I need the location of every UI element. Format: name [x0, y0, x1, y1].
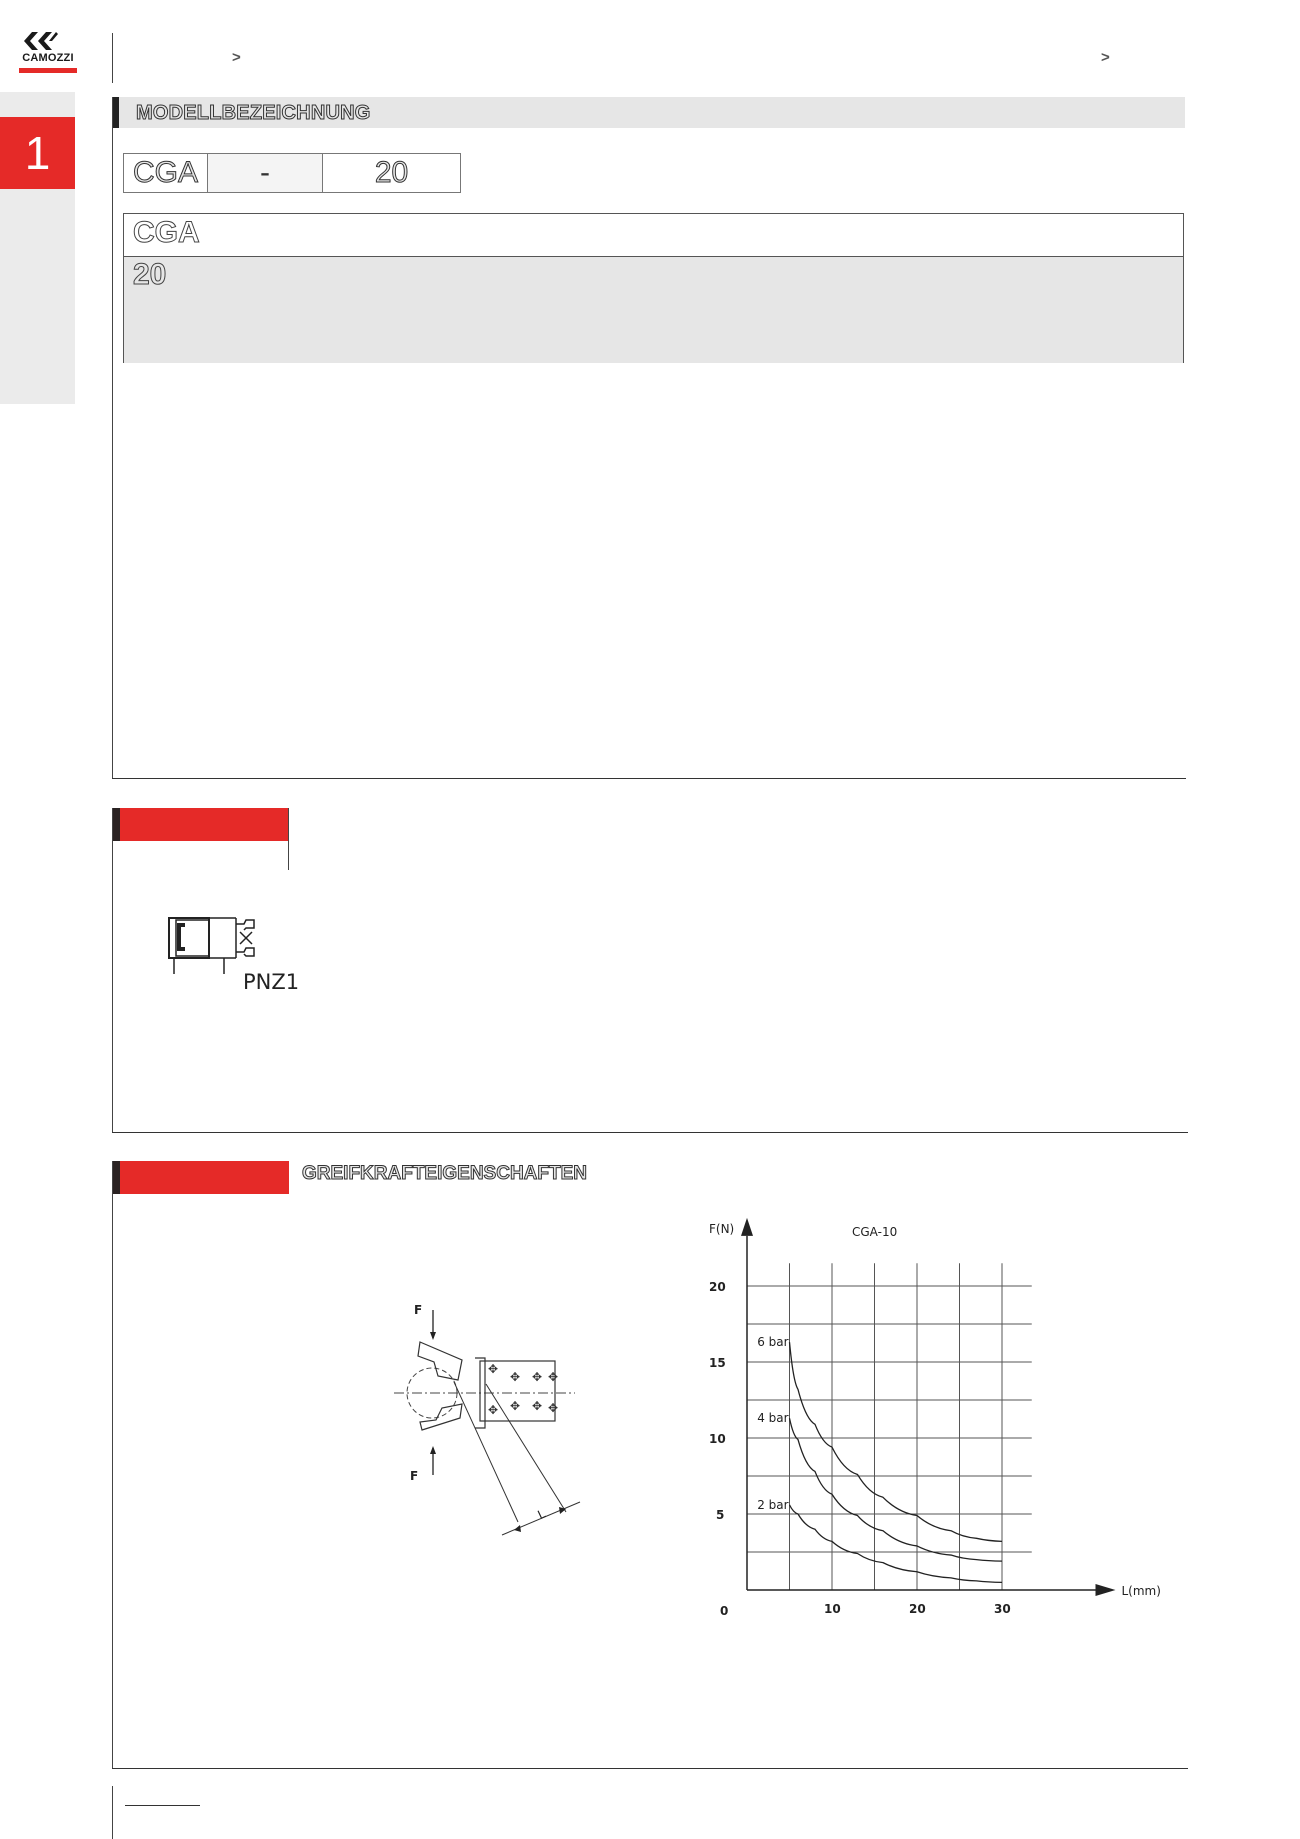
chapter-number[interactable]: 1	[0, 117, 75, 189]
svg-text:✥: ✥	[488, 1403, 499, 1417]
section-border-left-2	[112, 808, 113, 1133]
x-axis-label: L(mm)	[1121, 1584, 1161, 1598]
svg-text:✥: ✥	[532, 1370, 543, 1384]
series-label-2: 4 bar	[757, 1411, 789, 1426]
y-tick-label: 5	[716, 1508, 725, 1522]
legend-row-size	[124, 257, 1183, 363]
force-label-top: F	[414, 1303, 423, 1317]
symbols-tab	[113, 808, 289, 841]
x-tick-label: 10	[824, 1602, 841, 1616]
brand-underline	[19, 68, 77, 73]
camozzi-ck-logo-icon	[18, 30, 78, 52]
breadcrumb-separator-2: >	[1101, 49, 1110, 66]
designation-legend-table	[123, 213, 1184, 363]
section-border-bottom-2	[112, 1132, 1188, 1133]
y-tick-label: 20	[709, 1280, 726, 1294]
series-line-2	[790, 1418, 1003, 1561]
camozzi-logo	[18, 30, 78, 74]
grip-force-title: GREIFKRAFTEIGENSCHAFTEN	[302, 1163, 587, 1184]
svg-text:✥: ✥	[532, 1399, 543, 1413]
brand-name: CAMOZZI	[22, 52, 74, 64]
grip-tab	[113, 1161, 289, 1194]
gripper-force-diagram	[390, 1300, 590, 1580]
breadcrumb-separator-1: >	[232, 49, 241, 66]
symbols-tab-edge	[288, 808, 289, 870]
section-marker	[113, 97, 119, 128]
footer-rule	[125, 1805, 200, 1806]
series-label-1: 6 bar	[757, 1335, 789, 1350]
code-part-separator: -	[207, 153, 323, 193]
svg-text:✥: ✥	[548, 1370, 559, 1384]
svg-text:✥: ✥	[548, 1401, 559, 1415]
grip-force-chart	[700, 1210, 1180, 1630]
length-label: L	[535, 1506, 548, 1523]
y-tick-label: 15	[709, 1356, 726, 1370]
x-tick-label: 20	[909, 1602, 926, 1616]
series-line-3	[790, 1505, 1003, 1583]
section-border-bottom-3	[112, 1768, 1188, 1769]
y-axis-arrow	[741, 1218, 753, 1236]
y-tick-label: 0	[720, 1604, 729, 1618]
symbols-tab-marker	[113, 808, 120, 841]
section-border-left-3	[112, 1161, 113, 1769]
svg-text:✥: ✥	[510, 1399, 521, 1413]
x-axis-arrow	[1096, 1584, 1116, 1596]
y-tick-label: 10	[709, 1432, 726, 1446]
section-border-bottom-1	[112, 778, 1186, 779]
code-part-size: 20	[322, 153, 461, 193]
legend-code-size: 20	[133, 258, 167, 291]
grip-tab-marker	[113, 1161, 120, 1194]
x-tick-label: 30	[994, 1602, 1011, 1616]
svg-text:✥: ✥	[488, 1362, 499, 1376]
y-axis-label: F(N)	[709, 1222, 735, 1236]
legend-code-series: CGA	[133, 216, 200, 249]
chart-title: CGA-10	[852, 1225, 898, 1239]
svg-text:✥: ✥	[510, 1370, 521, 1384]
header-divider	[112, 33, 113, 83]
force-label-bottom: F	[410, 1469, 419, 1483]
section-border-left-1	[112, 97, 113, 779]
grip-force-chart-svg	[700, 1210, 1180, 1630]
symbol-label: PNZ1	[243, 970, 300, 994]
code-part-series: CGA	[123, 153, 208, 193]
model-designation-title: MODELLBEZEICHNUNG	[136, 102, 371, 124]
series-label-3: 2 bar	[757, 1497, 789, 1512]
footer-divider	[112, 1786, 113, 1839]
legend-row-series	[124, 214, 1183, 257]
series-line-1	[790, 1342, 1003, 1541]
